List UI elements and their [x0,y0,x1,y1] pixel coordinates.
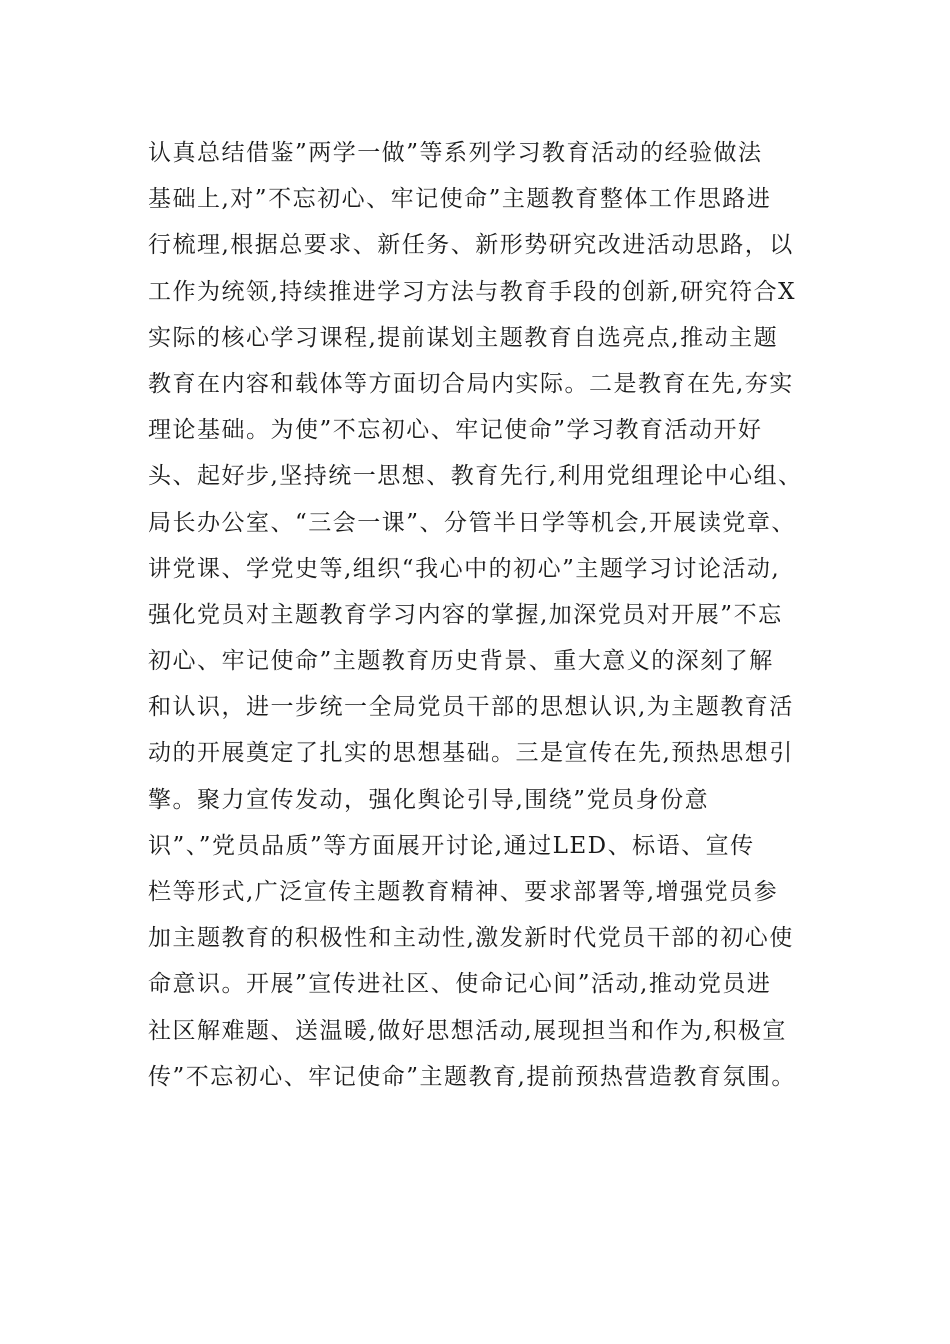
paragraph-line: 和认识，进一步统一全局党员干部的思想认识,为主题教育活 [148,694,794,721]
paragraph-line: 头、起好步,坚持统一思想、教育先行,利用党组理论中心组、 [148,463,803,490]
paragraph-line: 工作为统领,持续推进学习方法与教育手段的创新,研究符合X [148,278,796,305]
paragraph-line: 基础上,对”不忘初心、牢记使命”主题教育整体工作思路进 [148,186,772,213]
paragraph-line: 社区解难题、送温暖,做好思想活动,展现担当和作为,积极宣 [148,1017,787,1044]
paragraph-line: 强化党员对主题教育学习内容的掌握,加深党员对开展”不忘 [148,601,783,628]
paragraph-line: 认真总结借鉴”两学一做”等系列学习教育活动的经验做法 [148,140,763,166]
paragraph-line: 栏等形式,广泛宣传主题教育精神、要求部署等,增强党员参 [148,879,779,905]
paragraph-line: 行梳理,根据总要求、新任务、新形势研究改进活动思路，以 [148,232,794,259]
paragraph-line: 传”不忘初心、牢记使命”主题教育,提前预热营造教育氛围。 [148,1063,796,1090]
body-paragraph [148,130,848,1100]
paragraph-line: 擎。聚力宣传发动，强化舆论引导,围绕”党员身份意 [148,786,710,813]
paragraph-line: 加主题教育的积极性和主动性,激发新时代党员干部的初心使 [148,925,794,952]
paragraph-line: 局长办公室、“三会一课”、分管半日学等机会,开展读党章、 [148,509,796,536]
paragraph-line: 命意识。开展”宣传进社区、使命记心间”活动,推动党员进 [148,971,772,998]
paragraph-line: 初心、牢记使命”主题教育历史背景、重大意义的深刻了解 [148,648,774,675]
paragraph-line: 讲党课、学党史等,组织“我心中的初心”主题学习讨论活动, [148,555,781,582]
paragraph-line: 识”、”党员品质”等方面展开讨论,通过LED、标语、宣传 [148,832,755,859]
paragraph-line: 理论基础。为使”不忘初心、牢记使命”学习教育活动开好 [148,417,763,444]
paragraph-line: 教育在内容和载体等方面切合局内实际。二是教育在先,夯实 [148,370,794,397]
paragraph-line: 实际的核心学习课程,提前谋划主题教育自选亮点,推动主题 [148,324,779,351]
paragraph-line: 动的开展奠定了扎实的思想基础。三是宣传在先,预热思想引 [148,740,794,767]
